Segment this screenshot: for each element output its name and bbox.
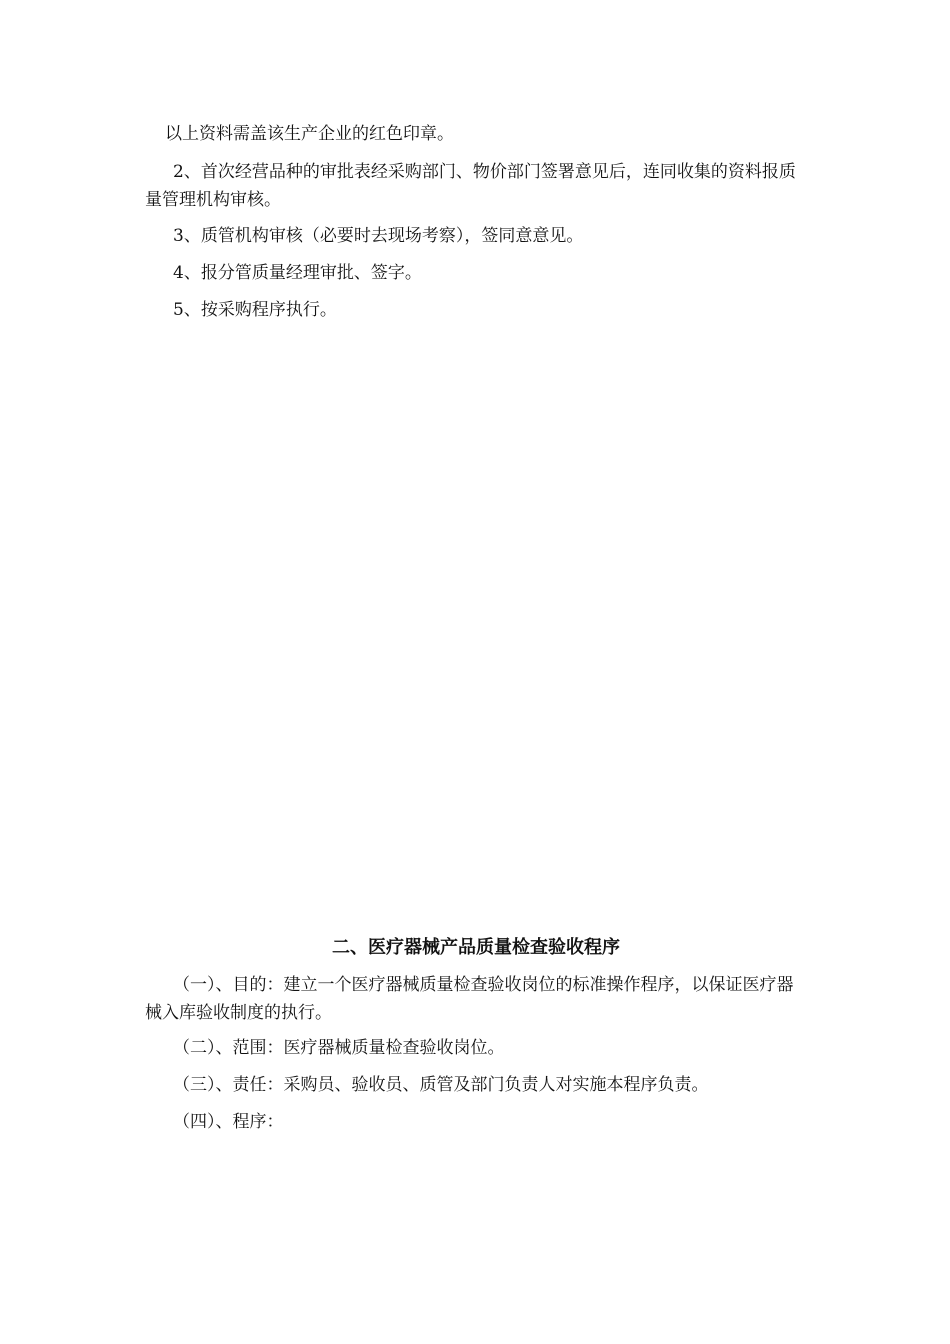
paragraph-step-5: 5、按采购程序执行。 [173,300,337,320]
paragraph-scope: （二）、范围：医疗器械质量检查验收岗位。 [173,1038,505,1058]
paragraph-procedure: （四）、程序： [173,1112,284,1132]
section-title: 二、医疗器械产品质量检查验收程序 [332,937,620,958]
paragraph-responsibility: （三）、责任：采购员、验收员、质管及部门负责人对实施本程序负责。 [173,1075,709,1095]
paragraph-step-2: 2、首次经营品种的审批表经采购部门、物价部门签署意见后，连同收集的资料报质量管理机构审核。 [145,162,796,210]
paragraph-purpose: （一）、目的：建立一个医疗器械质量检查验收岗位的标准操作程序，以保证医疗器械入库验收制度的执行。 [145,975,794,1023]
paragraph-step-3: 3、质管机构审核（必要时去现场考察），签同意意见。 [173,226,584,246]
paragraph-step-4: 4、报分管质量经理审批、签字。 [173,263,422,283]
paragraph-seal-note: 以上资料需盖该生产企业的红色印章。 [165,124,454,144]
